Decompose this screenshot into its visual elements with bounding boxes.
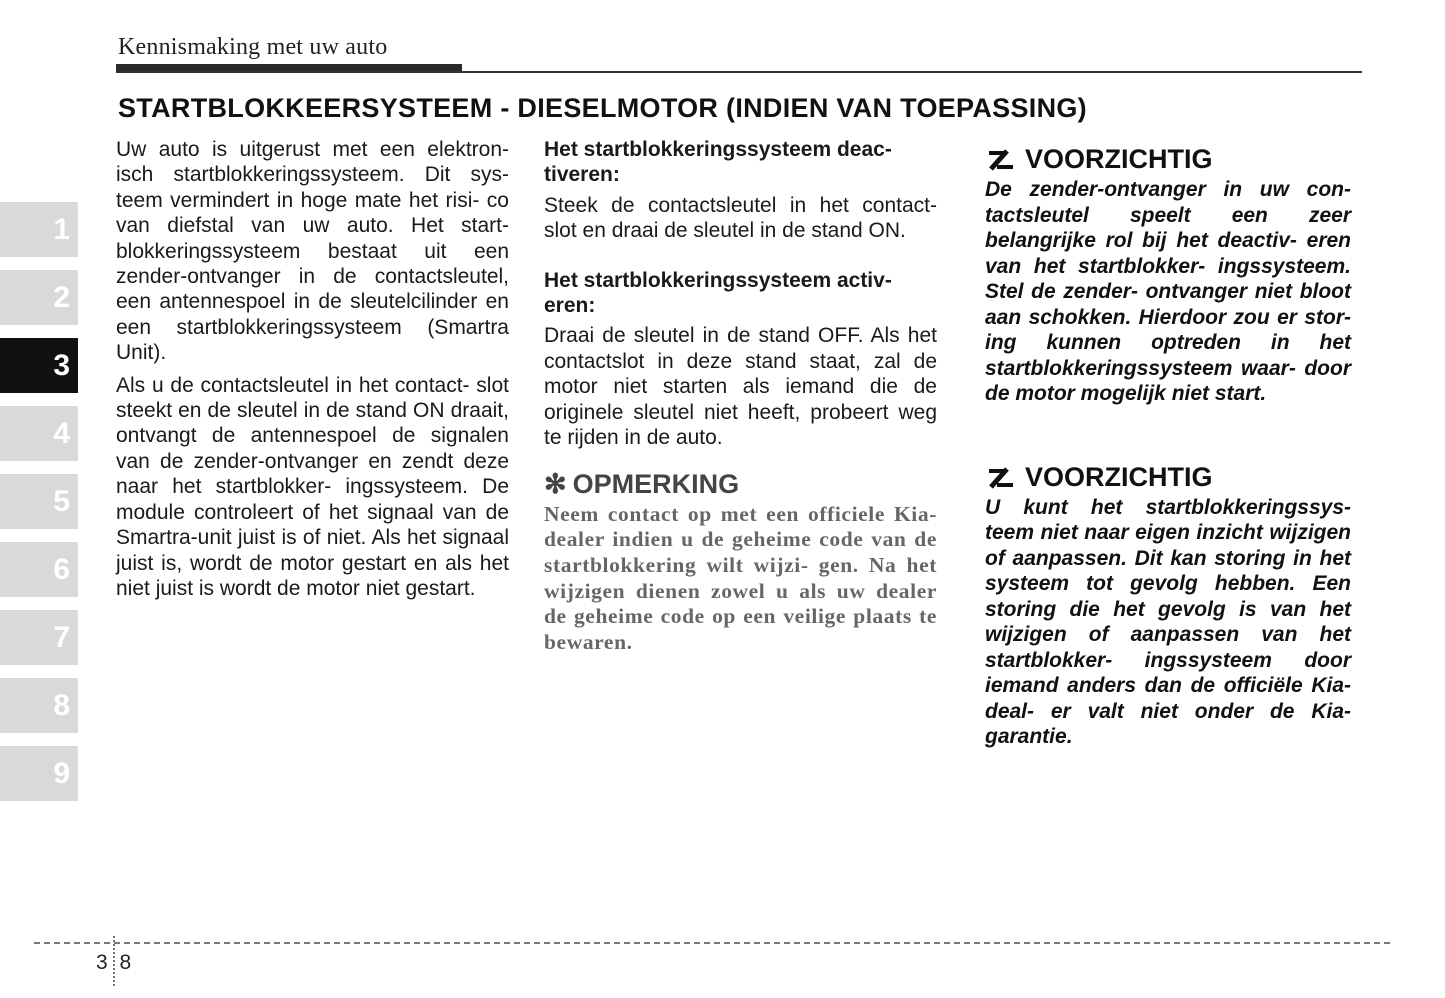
asterisk-icon: ✻ (544, 469, 567, 500)
column-procedures (544, 137, 937, 655)
caution-title-label: VOORZICHTIG (1025, 144, 1213, 175)
chapter-tab-1[interactable]: 1 (0, 202, 78, 257)
chapter-tab-8[interactable]: 8 (0, 678, 78, 733)
column-intro (116, 137, 509, 601)
caution-heading-2 (985, 461, 1351, 492)
note-heading (544, 469, 937, 500)
caution-text-2: U kunt het startblokkeringssys- teem niet naar eigen inzicht wijzigen of aanpassen. Dit kan storing in het systeem tot gevolg hebben. Een storing die het gevolg is van het wijzigen of aanpassen van het startblokker- ingssysteem door iemand anders dan de officiële Kia-deal- er valt niet onder de Kia- garantie. (985, 495, 1351, 748)
caution-icon (985, 465, 1017, 491)
section-title: STARTBLOKKEERSYSTEEM - DIESELMOTOR (INDIEN VAN TOEPASSING) (118, 93, 1087, 123)
deactivate-heading: Het startblokkeringssysteem deac- tiveren: (544, 138, 892, 187)
intro-paragraph: Uw auto is uitgerust met een elektron- isch startblokkeringssysteem. Dit sys- teem vermindert in hoge mate het risi- co van diefstal van uw auto. Het start- blokkeringssysteem bestaat uit een zender-ontvanger in de contactsleutel, een antennespoel in de sleutelcilinder en een startblokkeringssysteem (Smartra Unit). (116, 138, 509, 365)
note-text: Neem contact op met een officiele Kia-dealer indien u de geheime code van de startblokkering wilt wijzi- gen. Na het wijzigen dienen zowel u als uw dealer de geheime code op een veilige plaats te bewaren. (544, 501, 937, 654)
caution-icon (985, 147, 1017, 173)
chapter-tab-5[interactable]: 5 (0, 474, 78, 529)
caution-text-1: De zender-ontvanger in uw con- tactsleutel speelt een zeer belangrijke rol bij het deactiv- eren van het startblokker- ingssysteem. Stel de zender- ontvanger niet bloot aan schokken. Hierdoor zou er stor- ing kunnen optreden in het startblokkeringssysteem waar- door de motor mogelijk niet start. (985, 178, 1351, 405)
chapter-tab-6[interactable]: 6 (0, 542, 78, 597)
chapter-tab-7[interactable]: 7 (0, 610, 78, 665)
caution-title-label: VOORZICHTIG (1025, 461, 1213, 492)
column-cautions (985, 144, 1351, 750)
chapter-tab-2[interactable]: 2 (0, 270, 78, 325)
deactivate-text: Steek de contactsleutel in het contact- slot en draai de sleutel in de stand ON. (544, 193, 937, 243)
footer-rule (34, 942, 1390, 944)
caution-heading-1 (985, 144, 1351, 175)
chapter-tab-9[interactable]: 9 (0, 746, 78, 801)
page-header-title: Kennismaking met uw auto (118, 34, 388, 60)
chapter-tab-3-active[interactable]: 3 (0, 338, 78, 393)
page-number: 3 8 (96, 951, 135, 974)
chapter-tab-4[interactable]: 4 (0, 406, 78, 461)
header-rule (116, 71, 1362, 73)
activate-text: Draai de sleutel in de stand OFF. Als het contactslot in deze stand staat, zal de motor niet starten als iemand die de originele sleutel niet heeft, probeert weg te rijden in de auto. (544, 324, 937, 450)
note-title-label: OPMERKING (572, 469, 740, 500)
operation-paragraph: Als u de contactsleutel in het contact- slot steekt en de sleutel in de stand ON draait, ontvangt de antennespoel de signalen van de zender-ontvanger en zendt deze naar het startblokker- ingssysteem. De module controleert of het signaal van de Smartra-unit juist is of niet. Als het signaal juist is, wordt de motor gestart en als het niet juist is wordt de motor niet gestart. (116, 373, 509, 600)
activate-heading: Het startblokkeringssysteem activ- eren: (544, 268, 892, 318)
